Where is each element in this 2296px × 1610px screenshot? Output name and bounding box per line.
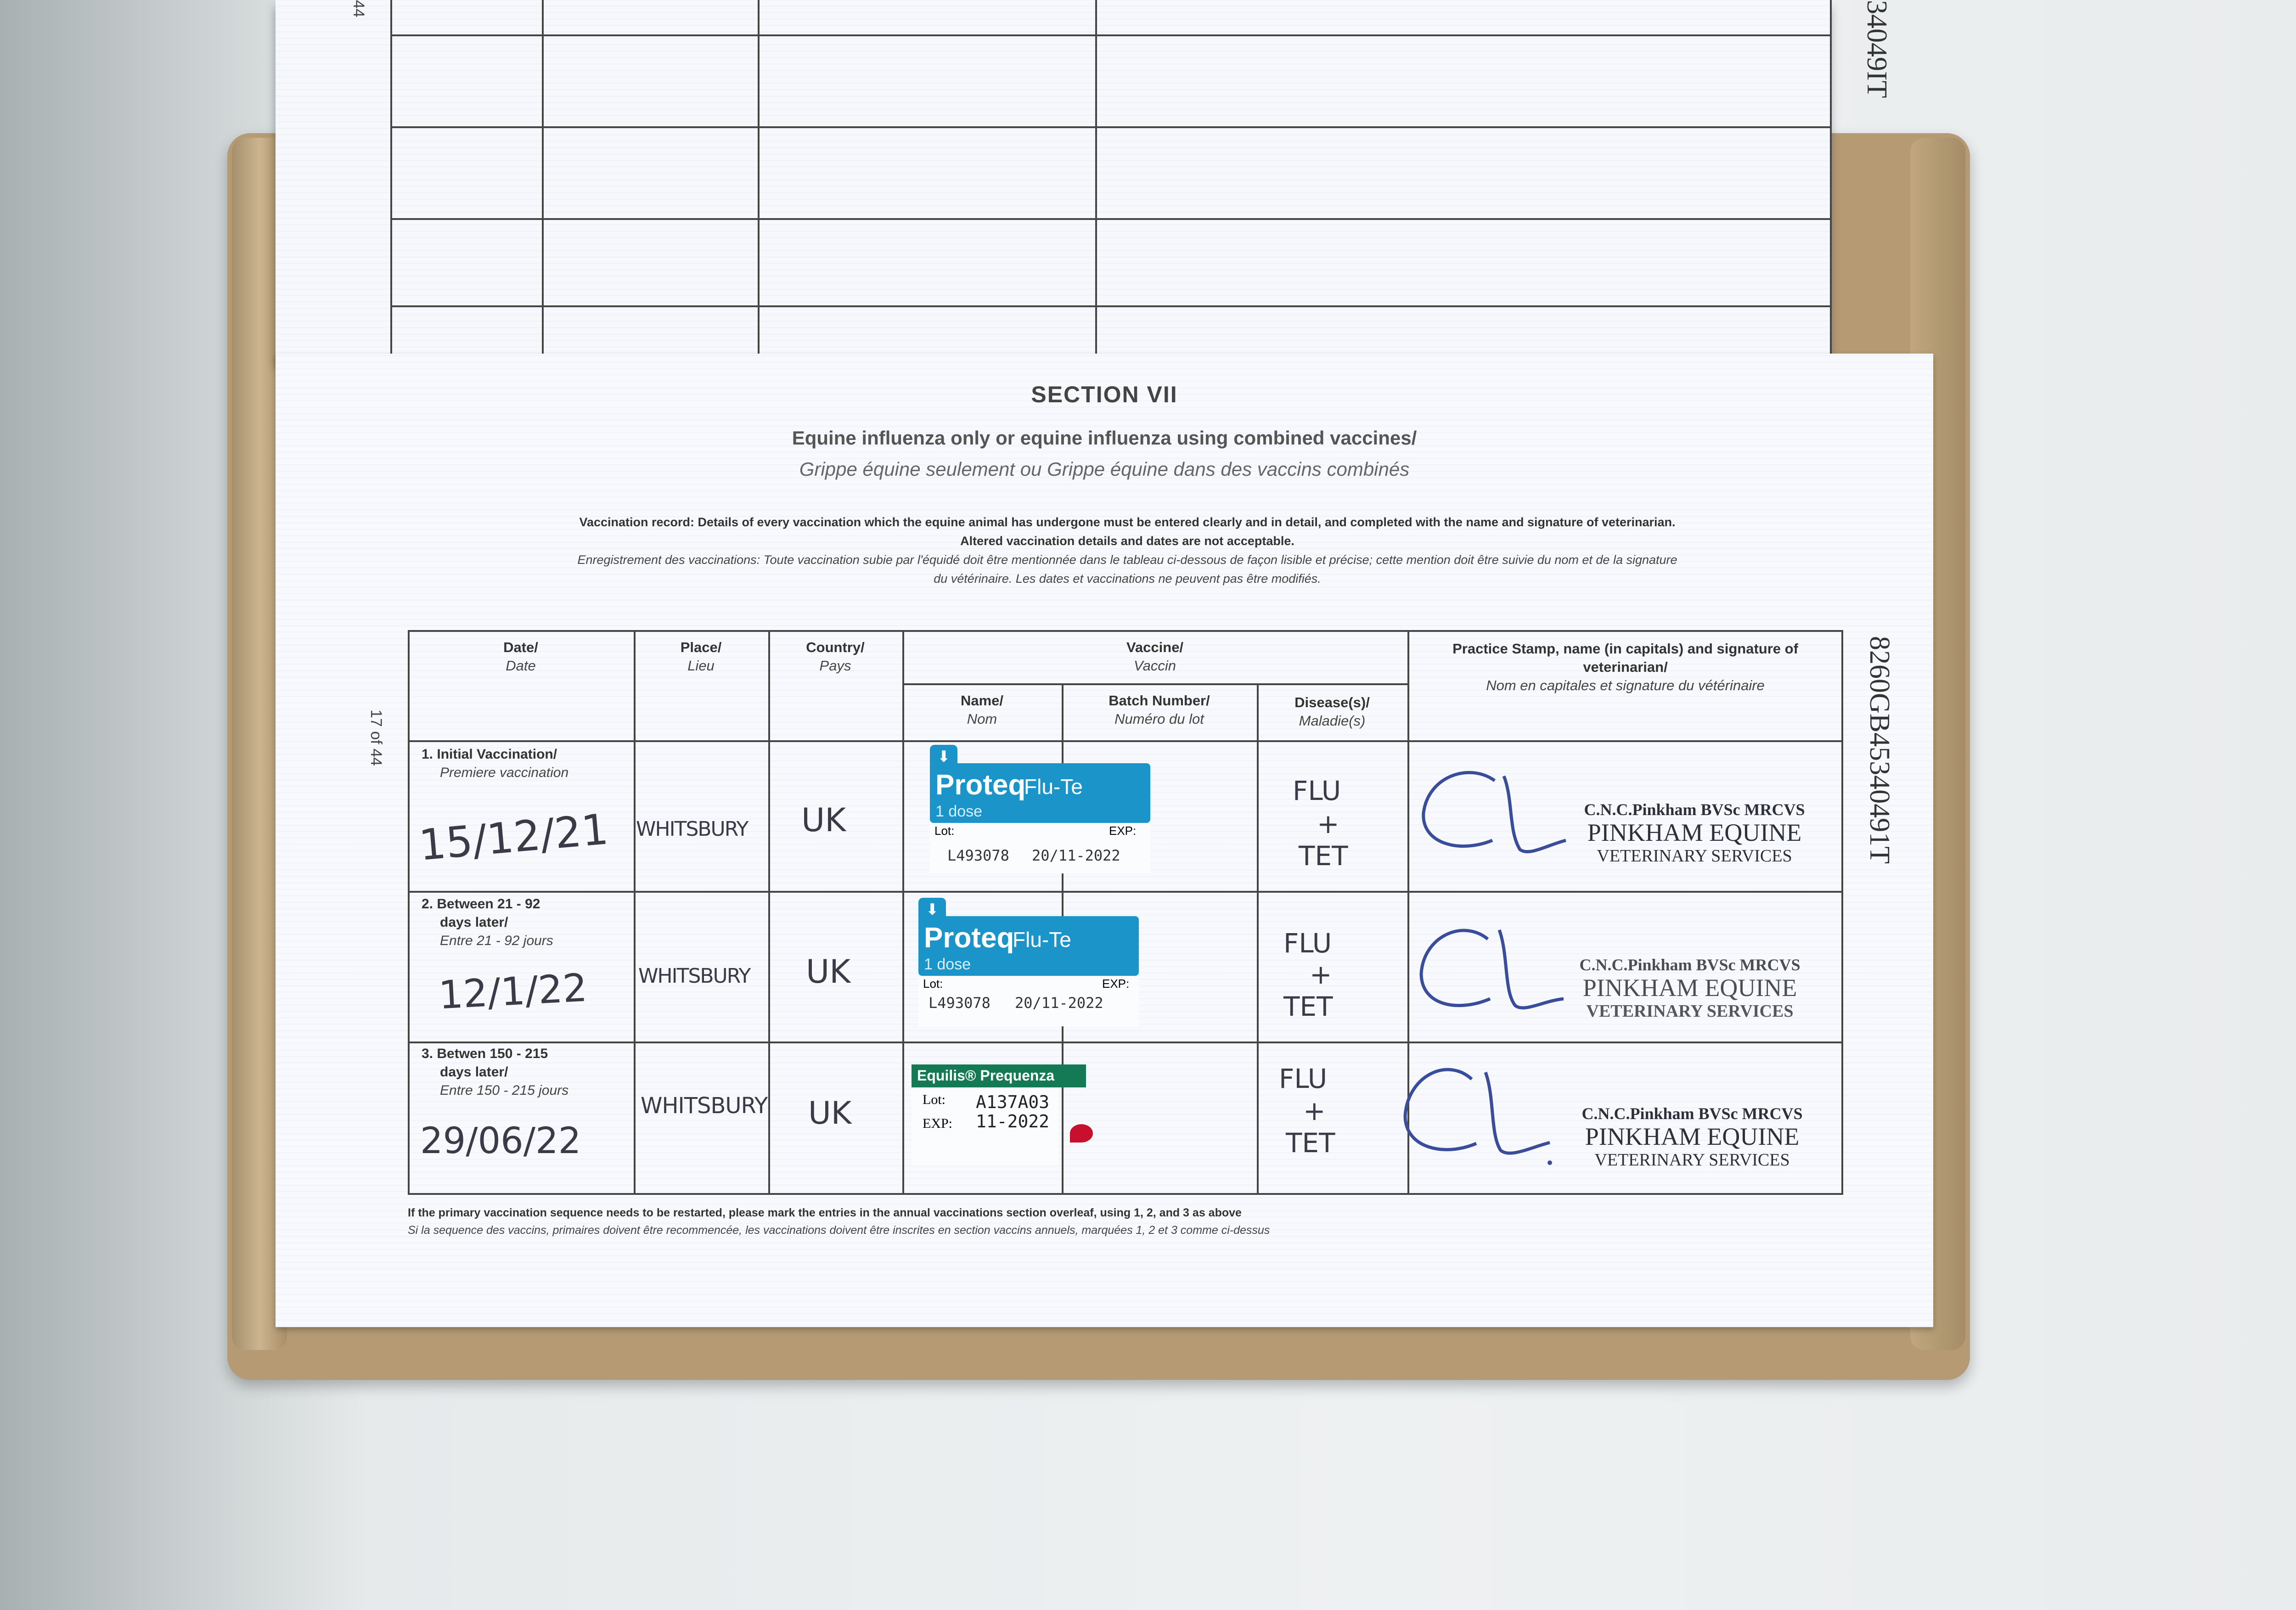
row1-place: WHITSBURY [636, 817, 748, 841]
row1-vaccine-product: Flu-Te [1024, 775, 1083, 799]
row2-disease-2: TET [1283, 991, 1333, 1022]
row3-date: 29/06/22 [420, 1120, 581, 1162]
header-date: Date/ [503, 639, 538, 655]
arrow-down-icon: ⬇ [926, 901, 939, 918]
row2-vaccine-dose: 1 dose [924, 956, 971, 973]
row2-lot: L493078 [929, 994, 990, 1012]
row1-vaccine-label [930, 745, 1150, 873]
row1-disease-2: TET [1299, 840, 1348, 872]
grid-line [408, 740, 1843, 742]
previous-page-serial: 34049IT [1861, 0, 1892, 98]
footer-note-fr: Si la sequence des vaccins, primaires doivent être recommencée, les vaccinations doivent être inscrites en section vaccins annuels, marquées 1, 2 et 3 comme ci-dessus [408, 1224, 1270, 1237]
header-practice-2: veterinarian/ [1583, 659, 1668, 675]
header-place: Place/ [680, 639, 722, 655]
header-name-fr: Nom [967, 711, 997, 727]
footer-note-en: If the primary vaccination sequence needs to be restarted, please mark the entries in the annual vaccinations section overleaf, using 1, 2, and 3 as above [408, 1206, 1242, 1219]
header-date-fr: Date [506, 658, 536, 674]
row2-disease-plus: + [1310, 959, 1332, 990]
previous-page [276, 0, 1830, 360]
row3-lot: A137A03 [976, 1092, 1050, 1112]
row3-country: UK [808, 1095, 852, 1132]
grid-line [634, 630, 636, 1195]
grid-line [902, 683, 1407, 685]
header-batch-fr: Numéro du lot [1114, 711, 1204, 727]
header-disease: Disease(s)/ [1294, 694, 1370, 710]
row2-label-fr: Entre 21 - 92 jours [440, 933, 553, 948]
instructions-en-1: Vaccination record: Details of every vaccination which the equine animal has undergone must be entered clearly and in detail, and completed with the name and signature of veterinarian. [579, 515, 1676, 529]
row1-stamp-line2: PINKHAM EQUINE [1587, 819, 1802, 846]
row1-stamp-line1: C.N.C.Pinkham BVSc MRCVS [1584, 800, 1805, 819]
row3-place: WHITSBURY [641, 1093, 768, 1119]
row3-disease-1: FLU [1279, 1063, 1328, 1094]
instructions-fr-1: Enregistrement des vaccinations: Toute vaccination subie par l'équidé doit être mentionnée dans le tableau ci-dessous de façon lisible et précise; cette mention doit être suivie du nom et de la signature [577, 553, 1677, 567]
row3-label: 3. Betwen 150 - 215 [422, 1046, 548, 1061]
header-vaccine: Vaccine/ [1126, 639, 1184, 655]
row3-stamp-line1: C.N.C.Pinkham BVSc MRCVS [1581, 1104, 1803, 1123]
row1-exp: 20/11-2022 [1032, 847, 1120, 864]
row2-place: WHITSBURY [638, 964, 750, 988]
row1-vaccine-dose: 1 dose [935, 803, 983, 820]
grid-line [408, 1041, 1843, 1043]
header-disease-fr: Maladie(s) [1299, 713, 1366, 729]
previous-page-number: 44 [350, 0, 367, 17]
row3-label-2: days later/ [440, 1064, 508, 1080]
row2-label: 2. Between 21 - 92 [422, 896, 540, 912]
header-country: Country/ [806, 639, 865, 655]
row2-exp: 20/11-2022 [1015, 994, 1103, 1012]
row3-vaccine-brand: Equilis® Prequenza [917, 1067, 1055, 1084]
row2-lot-label: Lot: [923, 977, 943, 991]
row1-disease-plus: + [1317, 808, 1339, 839]
page-serial-number: 8260GB45340491T [1864, 636, 1895, 864]
row3-exp: 11-2022 [976, 1111, 1050, 1132]
header-practice: Practice Stamp, name (in capitals) and signature of [1452, 641, 1798, 657]
section-subtitle-fr: Grippe équine seulement ou Grippe équine dans des vaccins combinés [799, 458, 1410, 480]
row3-stamp-line2: PINKHAM EQUINE [1585, 1123, 1800, 1150]
row2-exp-label: EXP: [1102, 977, 1130, 991]
row2-vaccine-label [918, 898, 1139, 1026]
row1-label-fr: Premiere vaccination [440, 765, 569, 780]
header-vaccine-fr: Vaccin [1134, 658, 1176, 674]
header-country-fr: Pays [819, 658, 851, 674]
section-title: SECTION VII [1031, 382, 1178, 407]
row2-label-2: days later/ [440, 915, 508, 930]
header-batch: Batch Number/ [1109, 692, 1210, 709]
instructions-en-2: Altered vaccination details and dates are not acceptable. [960, 534, 1294, 548]
header-practice-fr: Nom en capitales et signature du vétérinaire [1486, 677, 1765, 693]
row1-vaccine-brand: Proteq [935, 769, 1026, 801]
grid-line [1257, 683, 1259, 1195]
row2-stamp-line2: PINKHAM EQUINE [1582, 974, 1797, 1002]
row3-lot-label: Lot: [923, 1092, 945, 1107]
row2-stamp-line3: VETERINARY SERVICES [1586, 1002, 1794, 1021]
row3-label-fr: Entre 150 - 215 jours [440, 1083, 569, 1098]
row1-date: 15/12/21 [417, 805, 611, 870]
row1-label: 1. Initial Vaccination/ [422, 747, 557, 762]
row2-country: UK [806, 953, 851, 991]
page-number: 17 of 44 [367, 709, 385, 766]
instructions-fr-2: du vétérinaire. Les dates et vaccinations ne peuvent pas être modifiés. [934, 572, 1321, 585]
row3-exp-label: EXP: [923, 1116, 953, 1131]
row2-date: 12/1/22 [437, 965, 589, 1018]
row3-stamp-line3: VETERINARY SERVICES [1594, 1150, 1790, 1170]
red-mark [1070, 1124, 1093, 1143]
row1-country: UK [801, 801, 846, 839]
grid-line [768, 630, 770, 1195]
row1-lot-label: Lot: [934, 824, 955, 838]
row3-vaccine-label [912, 1064, 1086, 1175]
row2-vaccine-product: Flu-Te [1013, 928, 1071, 951]
row1-disease-1: FLU [1293, 775, 1341, 806]
row1-exp-label: EXP: [1109, 824, 1137, 838]
header-name: Name/ [960, 692, 1004, 709]
row3-disease-plus: + [1303, 1095, 1326, 1126]
section-subtitle-en: Equine influenza only or equine influenza using combined vaccines/ [792, 427, 1417, 449]
arrow-down-icon: ⬇ [937, 748, 951, 766]
row3-disease-2: TET [1286, 1127, 1335, 1159]
header-place-fr: Lieu [687, 658, 715, 674]
row2-vaccine-brand: Proteq [924, 922, 1014, 954]
row2-disease-1: FLU [1283, 928, 1332, 959]
grid-line [408, 891, 1843, 893]
row2-stamp-line1: C.N.C.Pinkham BVSc MRCVS [1579, 956, 1801, 974]
row1-stamp-line3: VETERINARY SERVICES [1597, 846, 1792, 866]
row1-lot: L493078 [947, 847, 1009, 864]
